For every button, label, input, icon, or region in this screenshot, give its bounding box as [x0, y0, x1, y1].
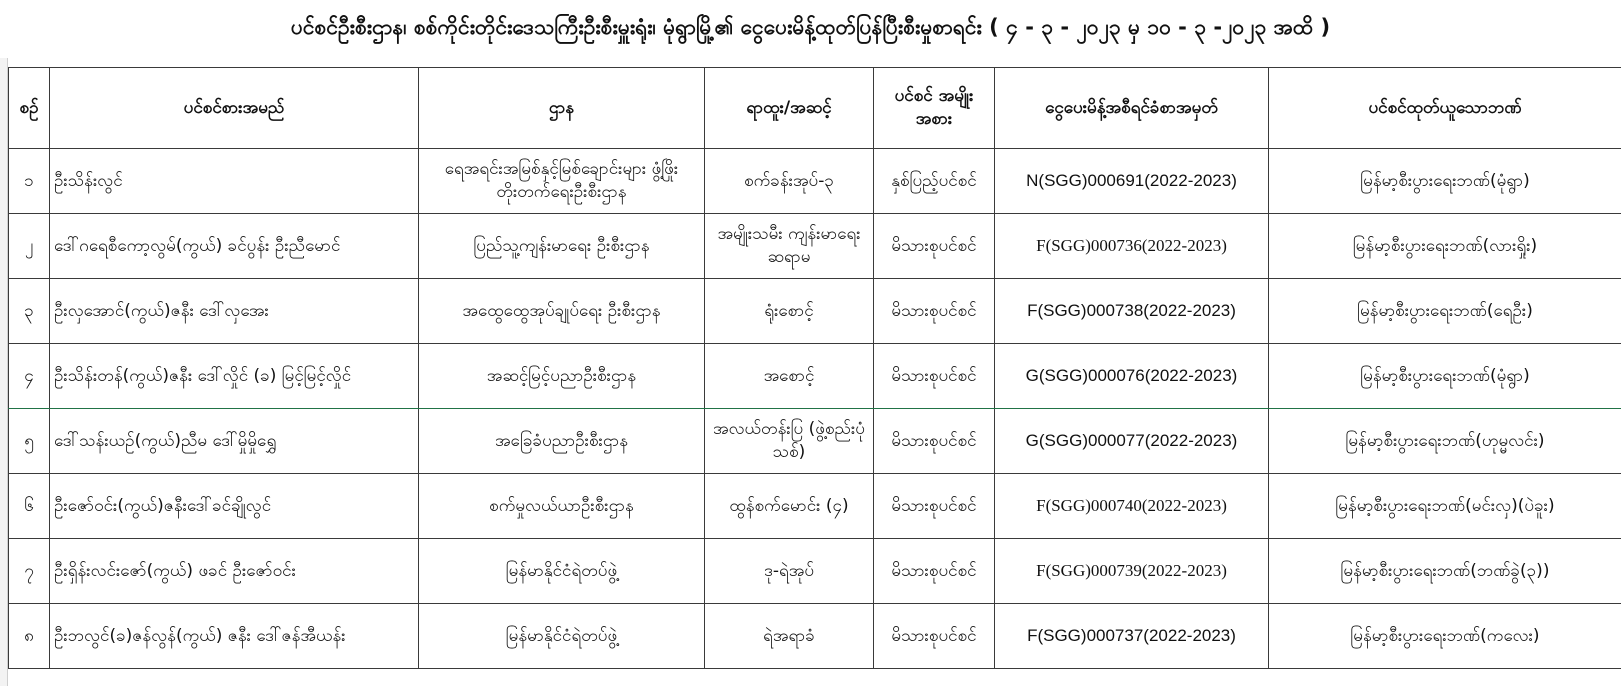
cell-rank[interactable]: ရုံးစောင့်	[705, 279, 874, 344]
header-row	[9, 68, 1621, 149]
cell-department[interactable]: အဆင့်မြင့်ပညာဦးစီးဌာန	[419, 344, 705, 409]
cell-payment-order-no[interactable]: G(SGG)000076(2022-2023)	[995, 344, 1269, 409]
cell-no[interactable]: ၃	[9, 279, 50, 344]
cell-no[interactable]: ၈	[9, 604, 50, 669]
cell-pension-type[interactable]: မိသားစုပင်စင်	[874, 344, 995, 409]
cell-no[interactable]: ၆	[9, 474, 50, 539]
cell-pensioner-name[interactable]: ဒေါ်သန်းယဉ်(ကွယ်)ညီမ ဒေါ်မှိုမှိုရွှေ	[50, 409, 419, 474]
cell-payment-order-no[interactable]: N(SGG)000691(2022-2023)	[995, 149, 1269, 214]
cell-payment-order-no[interactable]: F(SGG)000736(2022-2023)	[995, 214, 1269, 279]
table-row	[9, 409, 1621, 474]
cell-no[interactable]: ၅	[9, 409, 50, 474]
table-row	[9, 344, 1621, 409]
cell-paying-bank[interactable]: မြန်မာ့စီးပွားရေးဘဏ်(ကလေး)	[1269, 604, 1621, 669]
cell-department[interactable]: အထွေထွေအုပ်ချုပ်ရေး ဦးစီးဌာန	[419, 279, 705, 344]
cell-pensioner-name[interactable]: ဦးသိန်းတန်(ကွယ်)ဇနီး ဒေါ်လှိုင် (ခ) မြင့်မြင့်လှိုင်	[50, 344, 419, 409]
cell-no[interactable]: ၄	[9, 344, 50, 409]
cell-pension-type[interactable]: မိသားစုပင်စင်	[874, 214, 995, 279]
cell-pensioner-name[interactable]: ဦးဇော်ဝင်း(ကွယ်)ဇနီးဒေါ်ခင်ချိုလွင်	[50, 474, 419, 539]
header-paying-bank[interactable]: ပင်စင်ထုတ်ယူသောဘဏ်	[1269, 68, 1621, 149]
cell-paying-bank[interactable]: မြန်မာ့စီးပွားရေးဘဏ်(မုံရွာ)	[1269, 344, 1621, 409]
cell-department[interactable]: ရေအရင်းအမြစ်နှင့်မြစ်ချောင်းများ ဖွံ့ဖြိုးတိုးတက်ရေးဦးစီးဌာန	[419, 149, 705, 214]
pension-table	[8, 67, 1621, 669]
header-payment-order-no[interactable]: ငွေပေးမိန့်အစီရင်ခံစာအမှတ်	[995, 68, 1269, 149]
cell-pensioner-name[interactable]: ဦးသိန်းလွင်	[50, 149, 419, 214]
cell-pension-type[interactable]: မိသားစုပင်စင်	[874, 539, 995, 604]
cell-paying-bank[interactable]: မြန်မာ့စီးပွားရေးဘဏ်(မုံရွာ)	[1269, 149, 1621, 214]
cell-rank[interactable]: ဒု-ရဲအုပ်	[705, 539, 874, 604]
table-row	[9, 539, 1621, 604]
cell-paying-bank[interactable]: မြန်မာ့စီးပွားရေးဘဏ်(ဟုမ္မလင်း)	[1269, 409, 1621, 474]
cell-pension-type[interactable]: မိသားစုပင်စင်	[874, 474, 995, 539]
cell-department[interactable]: မြန်မာနိုင်ငံရဲတပ်ဖွဲ့	[419, 539, 705, 604]
cell-payment-order-no[interactable]: G(SGG)000077(2022-2023)	[995, 409, 1269, 474]
header-rank[interactable]: ရာထူး/အဆင့်	[705, 68, 874, 149]
header-pension-type[interactable]: ပင်စင် အမျိုးအစား	[874, 68, 995, 149]
cell-paying-bank[interactable]: မြန်မာ့စီးပွားရေးဘဏ်(လားရှိုး)	[1269, 214, 1621, 279]
cell-pensioner-name[interactable]: ဒေါ်ဂရေစီကော့လွမ်(ကွယ်) ခင်ပွန်း ဦးညီမောင်	[50, 214, 419, 279]
cell-rank[interactable]: စက်ခန်းအုပ်-၃	[705, 149, 874, 214]
header-no[interactable]: စဉ်	[9, 68, 50, 149]
cell-pensioner-name[interactable]: ဦးဘလွင်(ခ)ဇန်လွန်(ကွယ်) ဇနီး ဒေါ်ဇန်အီယန်း	[50, 604, 419, 669]
table-row	[9, 474, 1621, 539]
header-pensioner-name[interactable]: ပင်စင်စားအမည်	[50, 68, 419, 149]
cell-pension-type[interactable]: မိသားစုပင်စင်	[874, 604, 995, 669]
cell-payment-order-no[interactable]: F(SGG)000740(2022-2023)	[995, 474, 1269, 539]
cell-department[interactable]: စက်မှုလယ်ယာဦးစီးဌာန	[419, 474, 705, 539]
header-department[interactable]: ဌာန	[419, 68, 705, 149]
table-row	[9, 149, 1621, 214]
cell-paying-bank[interactable]: မြန်မာ့စီးပွားရေးဘဏ်(ဘဏ်ခွဲ(၃))	[1269, 539, 1621, 604]
table-row	[9, 279, 1621, 344]
cell-rank[interactable]: အမျိုးသမီး ကျန်းမာရေးဆရာမ	[705, 214, 874, 279]
cell-no[interactable]: ၁	[9, 149, 50, 214]
row-header-strip[interactable]	[0, 58, 8, 686]
cell-no[interactable]: ၇	[9, 539, 50, 604]
cell-pensioner-name[interactable]: ဦးရှိန်းလင်းဇော်(ကွယ်) ဖခင် ဦးဇော်ဝင်း	[50, 539, 419, 604]
cell-no[interactable]: ၂	[9, 214, 50, 279]
cell-pension-type[interactable]: မိသားစုပင်စင်	[874, 409, 995, 474]
cell-rank[interactable]: အစောင့်	[705, 344, 874, 409]
table-row	[9, 214, 1621, 279]
cell-payment-order-no[interactable]: F(SGG)000739(2022-2023)	[995, 539, 1269, 604]
table-row	[9, 604, 1621, 669]
cell-department[interactable]: မြန်မာနိုင်ငံရဲတပ်ဖွဲ့	[419, 604, 705, 669]
cell-pensioner-name[interactable]: ဦးလှအောင်(ကွယ်)ဇနီး ဒေါ်လှအေး	[50, 279, 419, 344]
cell-paying-bank[interactable]: မြန်မာ့စီးပွားရေးဘဏ်(မင်းလှ)(ပဲခူး)	[1269, 474, 1621, 539]
cell-payment-order-no[interactable]: F(SGG)000738(2022-2023)	[995, 279, 1269, 344]
cell-paying-bank[interactable]: မြန်မာ့စီးပွားရေးဘဏ်(ရေဦး)	[1269, 279, 1621, 344]
cell-department[interactable]: အခြေခံပညာဦးစီးဌာန	[419, 409, 705, 474]
cell-pension-type[interactable]: မိသားစုပင်စင်	[874, 279, 995, 344]
cell-rank[interactable]: အလယ်တန်းပြ (ဖွဲ့စည်းပုံသစ်)	[705, 409, 874, 474]
cell-rank[interactable]: ရဲအရာခံ	[705, 604, 874, 669]
report-title: ပင်စင်ဦးစီးဌာန၊ စစ်ကိုင်းတိုင်းဒေသကြီးဦးစီးမှူးရုံး၊ မုံရွာမြို့၏ ငွေပေးမိန့်ထုတ်ပြန်ပြီးစီးမှုစာရင်း ( ၄ - ၃ - ၂၀၂၃ မှ ၁၀ - ၃ -၂၀၂၃ အထိ )	[290, 14, 1331, 39]
cell-payment-order-no[interactable]: F(SGG)000737(2022-2023)	[995, 604, 1269, 669]
cell-department[interactable]: ပြည်သူ့ကျန်းမာရေး ဦးစီးဌာန	[419, 214, 705, 279]
cell-rank[interactable]: ထွန်စက်မောင်း (၄)	[705, 474, 874, 539]
cell-pension-type[interactable]: နှစ်ပြည့်ပင်စင်	[874, 149, 995, 214]
